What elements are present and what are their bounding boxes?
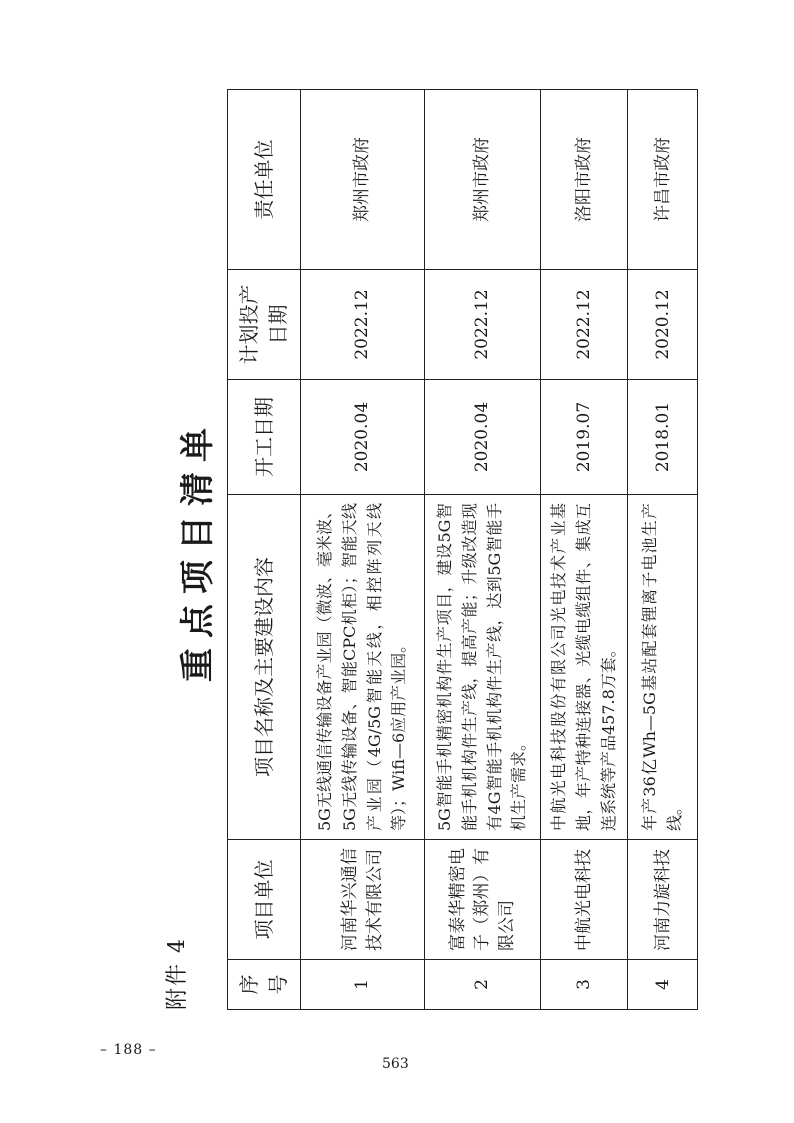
cell-content: 年产36亿Wh—5G基站配套锂离子电池生产线。 [628,495,698,840]
cell-start-date: 2020.04 [425,380,541,495]
cell-content: 5G智能手机精密机构件生产项目，建设5G智能手机机构件生产线，提高产能；升级改造现有4G智能手机机构件生产线，达到5G智能手机生产需求。 [425,495,541,840]
header-plan-date: 计划投产日期 [228,270,301,380]
cell-responsible: 郑州市政府 [301,90,425,270]
header-start-date: 开工日期 [228,380,301,495]
cell-content: 中航光电科技股份有限公司光电技术产业基地，年产特种连接器、光缆电缆组件、集成互连系统等产品457.8万套。 [541,495,628,840]
header-seq: 序号 [228,960,301,1010]
document-title: 重点项目清单 [178,418,218,682]
cell-start-date: 2018.01 [628,380,698,495]
cell-unit: 河南华兴通信技术有限公司 [301,840,425,960]
header-responsible: 责任单位 [228,90,301,270]
cell-start-date: 2019.07 [541,380,628,495]
cell-plan-date: 2020.12 [628,270,698,380]
cell-seq: 3 [541,960,628,1010]
cell-unit: 富泰华精密电子（郑州）有限公司 [425,840,541,960]
page-number: – 188 – [100,1042,157,1058]
rotated-page-content [160,90,684,1010]
sequence-number: 563 [382,1056,409,1072]
cell-plan-date: 2022.12 [301,270,425,380]
table-header-row [228,90,301,1010]
cell-content: 5G无线通信传输设备产业园（微波、毫米波、5G无线传输设备、智能CPC机柜）；智能天线产业园（4G/5G智能天线，相控阵列天线等）；Wifi—6应用产业园。 [301,495,425,840]
cell-unit: 中航光电科技 [541,840,628,960]
key-projects-table [227,89,698,1010]
cell-responsible: 郑州市政府 [425,90,541,270]
cell-seq: 4 [628,960,698,1010]
cell-plan-date: 2022.12 [541,270,628,380]
cell-seq: 2 [425,960,541,1010]
header-unit: 项目单位 [228,840,301,960]
cell-start-date: 2020.04 [301,380,425,495]
cell-responsible: 许昌市政府 [628,90,698,270]
cell-unit: 河南力旋科技 [628,840,698,960]
table-row [425,90,541,1010]
table-row [541,90,628,1010]
header-content: 项目名称及主要建设内容 [228,495,301,840]
cell-responsible: 洛阳市政府 [541,90,628,270]
table-row [301,90,425,1010]
cell-seq: 1 [301,960,425,1010]
attachment-label: 附件 4 [165,937,190,1010]
table-row [628,90,698,1010]
cell-plan-date: 2022.12 [425,270,541,380]
